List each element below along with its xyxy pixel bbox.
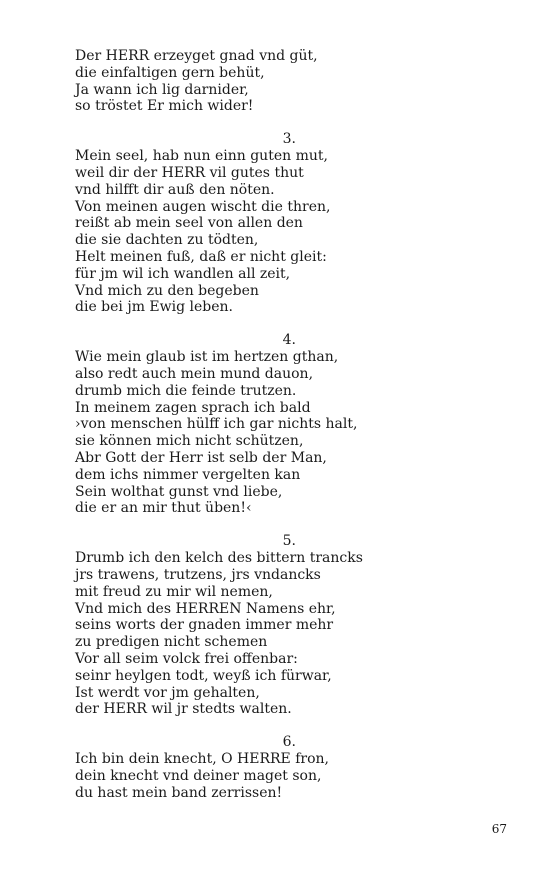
stanza-5 xyxy=(75,533,495,718)
verse-line: Vnd mich zu den begeben xyxy=(75,282,259,299)
stanza-number: 4. xyxy=(282,332,296,349)
verse-line: weil dir der HERR vil gutes thut xyxy=(75,164,304,181)
verse-line: Ist werdt vor jm gehalten, xyxy=(75,684,260,701)
verse-line: also redt auch mein mund dauon, xyxy=(75,365,314,382)
stanza-6 xyxy=(75,734,495,801)
verse-line: reißt ab mein seel von allen den xyxy=(75,215,303,232)
verse-line: Mein seel, hab nun einn guten mut, xyxy=(75,148,328,165)
verse-line: mit freud zu mir wil nemen, xyxy=(75,583,273,600)
stanza-2-continuation xyxy=(75,48,495,115)
stanza-number: 3. xyxy=(282,131,296,148)
verse-line: vnd hilfft dir auß den nöten. xyxy=(75,181,275,198)
verse-line: In meinem zagen sprach ich bald xyxy=(75,399,311,416)
verse-line: die sie dachten zu tödten, xyxy=(75,232,259,249)
verse-line: so tröstet Er mich wider! xyxy=(75,98,254,115)
verse-line: Sein wolthat gunst vnd liebe, xyxy=(75,483,283,500)
verse-line: seins worts der gnaden immer mehr xyxy=(75,617,334,634)
verse-line: Ich bin dein knecht, O HERRE fron, xyxy=(75,751,329,768)
stanza-3 xyxy=(75,131,495,316)
verse-line: Ja wann ich lig darnider, xyxy=(75,81,249,98)
verse-line: Vor all seim volck frei offenbar: xyxy=(75,650,298,667)
stanza-number: 6. xyxy=(282,734,296,751)
verse-line: für jm wil ich wandlen all zeit, xyxy=(75,265,291,282)
verse-line: dein knecht vnd deiner maget son, xyxy=(75,767,322,784)
verse-line: Helt meinen fuß, daß er nicht gleit: xyxy=(75,248,327,265)
stanza-number: 5. xyxy=(282,533,296,550)
verse-line: ›von menschen hülff ich gar nichts halt, xyxy=(75,416,358,433)
verse-line: zu predigen nicht schemen xyxy=(75,634,268,651)
verse-line: Abr Gott der Herr ist selb der Man, xyxy=(75,449,327,466)
verse-line: die bei jm Ewig leben. xyxy=(75,299,233,316)
verse-line: Drumb ich den kelch des bittern trancks xyxy=(75,550,363,567)
verse-line: dem ichs nimmer vergelten kan xyxy=(75,466,301,483)
page-number: 67 xyxy=(491,822,507,836)
verse-line: Wie mein glaub ist im hertzen gthan, xyxy=(75,349,339,366)
verse-line: drumb mich die feinde trutzen. xyxy=(75,382,297,399)
verse-line: jrs trawens, trutzens, jrs vndancks xyxy=(75,566,321,583)
verse-line: der HERR wil jr stedts walten. xyxy=(75,701,292,718)
verse-line: Von meinen augen wischt die thren, xyxy=(75,198,331,215)
poem-body xyxy=(75,48,495,817)
verse-line: die er an mir thut üben!‹ xyxy=(75,500,252,517)
verse-line: seinr heylgen todt, weyß ich fürwar, xyxy=(75,667,332,684)
verse-line: sie können mich nicht schützen, xyxy=(75,433,304,450)
verse-line: du hast mein band zerrissen! xyxy=(75,784,283,801)
verse-line: Der HERR erzeyget gnad vnd güt, xyxy=(75,48,318,64)
verse-line: Vnd mich des HERREN Namens ehr, xyxy=(75,600,336,617)
stanza-4 xyxy=(75,332,495,517)
verse-line: die einfaltigen gern behüt, xyxy=(75,64,265,81)
